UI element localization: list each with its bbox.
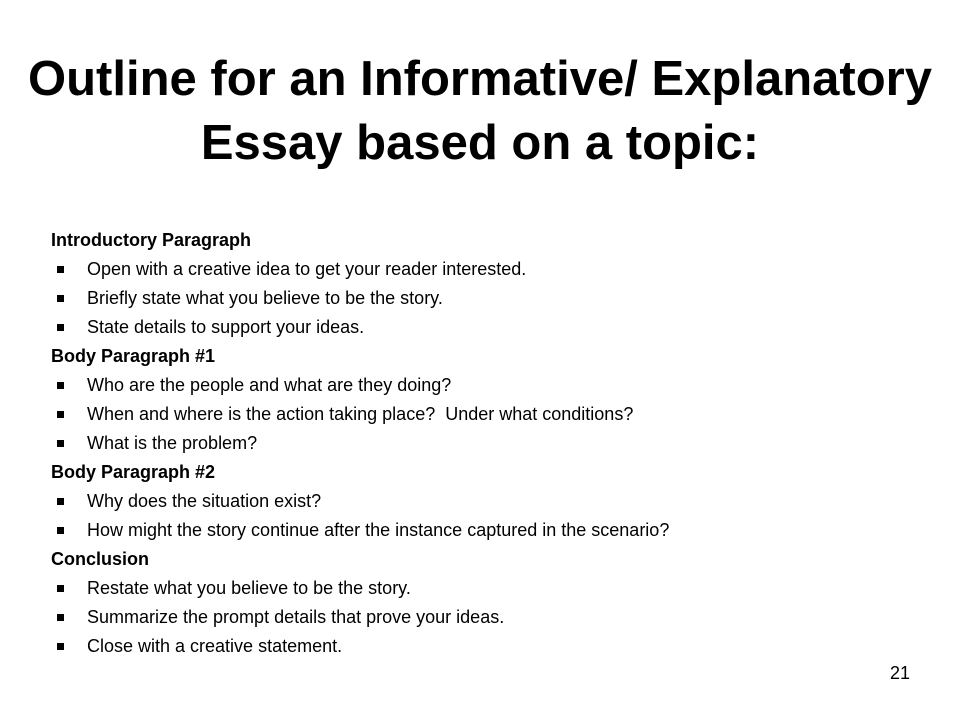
- section-conclusion: [51, 545, 931, 661]
- section-heading: Introductory Paragraph: [51, 230, 252, 250]
- square-bullet-icon: [57, 498, 64, 505]
- square-bullet-icon: [57, 266, 64, 273]
- list-item-text: Briefly state what you believe to be the story.: [87, 288, 443, 308]
- list-item: [51, 487, 931, 516]
- square-bullet-icon: [57, 585, 64, 592]
- square-bullet-icon: [57, 295, 64, 302]
- list-item: [51, 429, 931, 458]
- list-item-text: What is the problem?: [87, 433, 258, 453]
- list-item: [51, 313, 931, 342]
- bullet-list: [51, 574, 931, 661]
- essay-outline: [51, 226, 931, 661]
- square-bullet-icon: [57, 382, 64, 389]
- square-bullet-icon: [57, 324, 64, 331]
- list-item-text: State details to support your ideas.: [87, 317, 365, 337]
- section-introductory-paragraph: [51, 226, 931, 342]
- list-item: [51, 400, 931, 429]
- page-number: 21: [889, 663, 910, 683]
- section-heading: Conclusion: [51, 549, 149, 569]
- list-item-text: Open with a creative idea to get your reader interested.: [87, 259, 527, 279]
- list-item: [51, 371, 931, 400]
- section-heading: Body Paragraph #1: [51, 346, 216, 366]
- slide-title: Outline for an Informative/ Explanatory Essay based on a topic:: [28, 51, 932, 170]
- list-item-text: When and where is the action taking place? Under what conditions?: [87, 404, 634, 424]
- list-item: [51, 255, 931, 284]
- section-body-paragraph-2: [51, 458, 931, 545]
- list-item-text: Summarize the prompt details that prove your ideas.: [87, 607, 505, 627]
- square-bullet-icon: [57, 411, 64, 418]
- bullet-list: [51, 255, 931, 342]
- list-item: [51, 603, 931, 632]
- square-bullet-icon: [57, 643, 64, 650]
- list-item-text: Restate what you believe to be the story.: [87, 578, 411, 598]
- square-bullet-icon: [57, 527, 64, 534]
- square-bullet-icon: [57, 614, 64, 621]
- list-item: [51, 632, 931, 661]
- list-item: [51, 574, 931, 603]
- list-item-text: Who are the people and what are they doing?: [87, 375, 452, 395]
- list-item-text: Close with a creative statement.: [87, 636, 343, 656]
- list-item: [51, 284, 931, 313]
- bullet-list: [51, 371, 931, 458]
- list-item: [51, 516, 931, 545]
- list-item-text: Why does the situation exist?: [87, 491, 322, 511]
- bullet-list: [51, 487, 931, 545]
- square-bullet-icon: [57, 440, 64, 447]
- list-item-text: How might the story continue after the instance captured in the scenario?: [87, 520, 670, 540]
- section-body-paragraph-1: [51, 342, 931, 458]
- section-heading: Body Paragraph #2: [51, 462, 216, 482]
